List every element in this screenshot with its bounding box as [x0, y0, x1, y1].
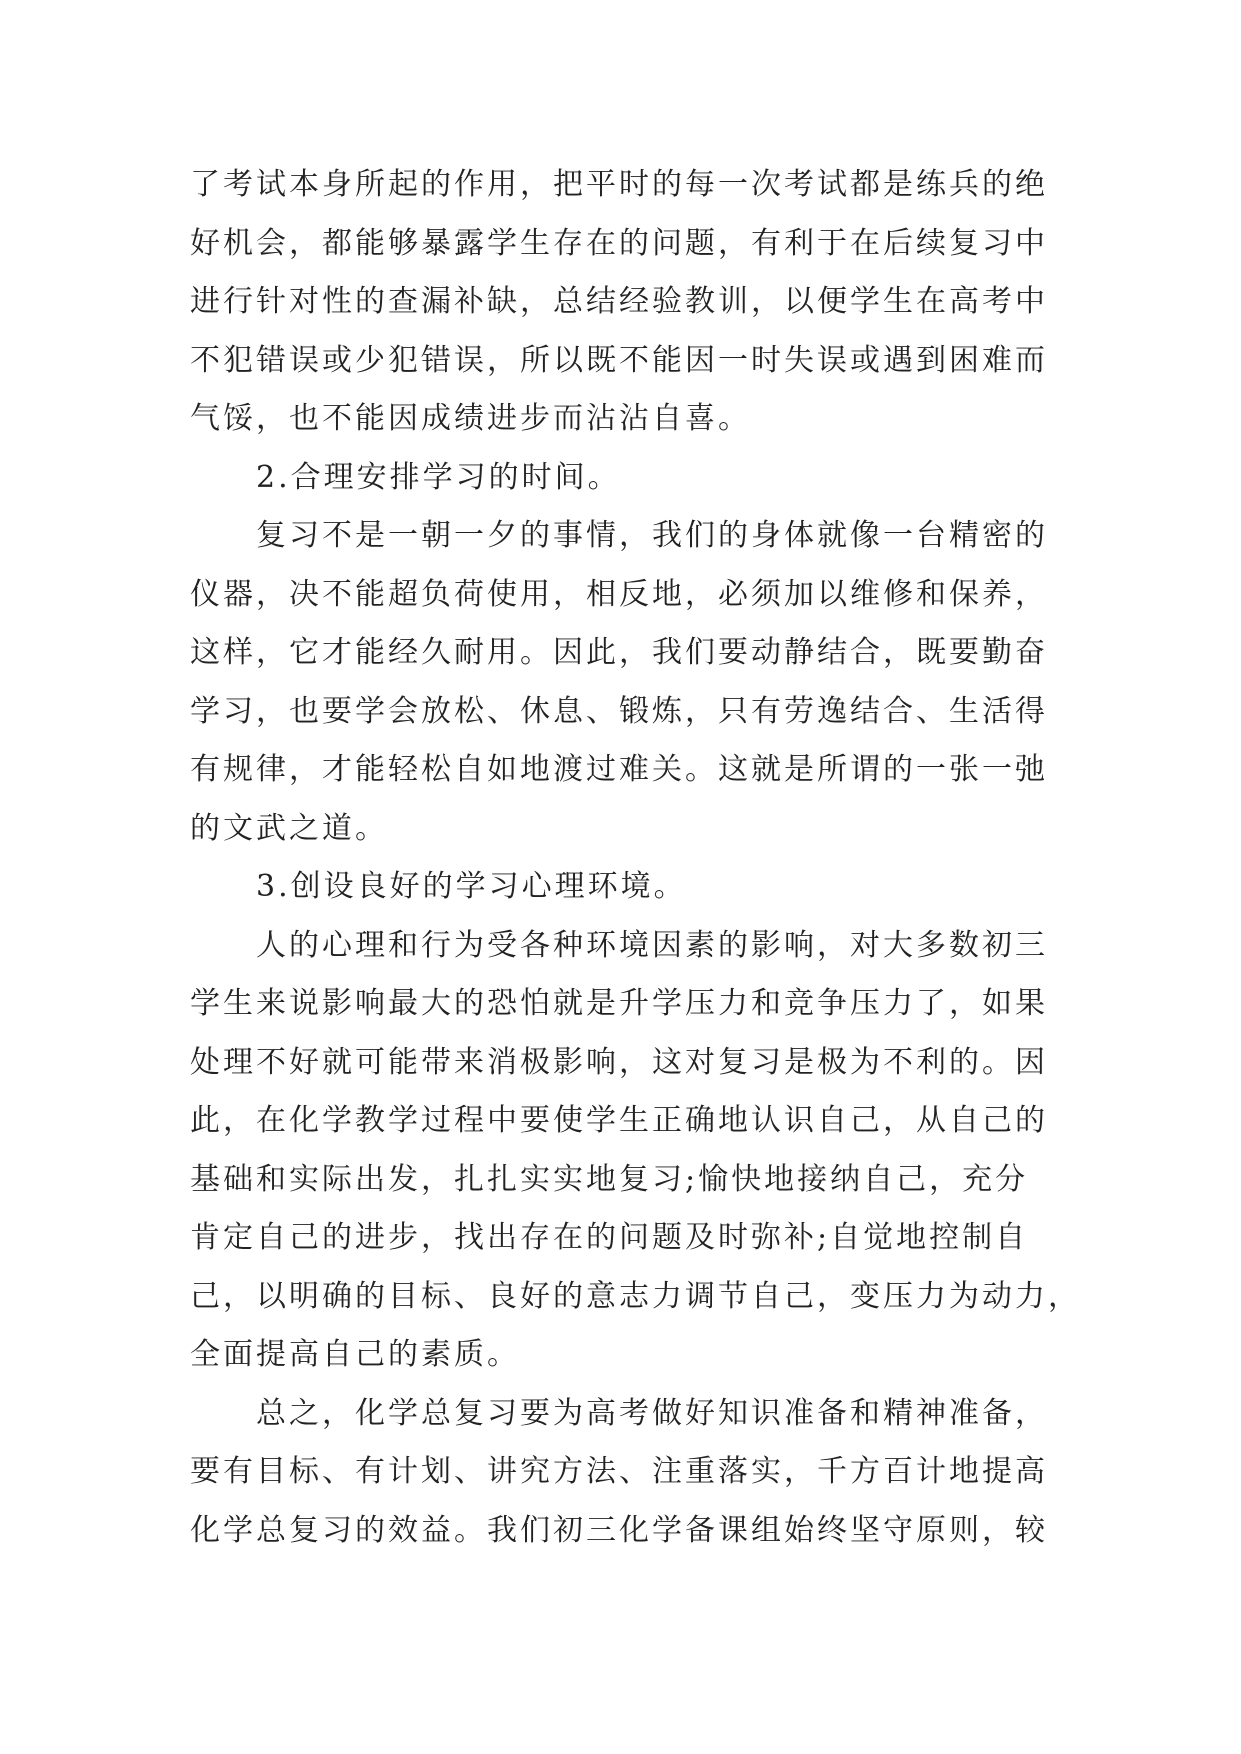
- paragraph-line: 己，以明确的目标、良好的意志力调节自己，变压力为动力，: [190, 1278, 1081, 1314]
- paragraph-line: 处理不好就可能带来消极影响，这对复习是极为不利的。因: [190, 1044, 1048, 1080]
- paragraph-line: 肯定自己的进步，找出存在的问题及时弥补;自觉地控制自: [190, 1220, 1029, 1255]
- paragraph-line: 此，在化学教学过程中要使学生正确地认识自己，从自己的: [190, 1103, 1048, 1138]
- document-body: [190, 156, 1090, 1560]
- paragraph-line: 仪器，决不能超负荷使用，相反地，必须加以维修和保养，: [190, 576, 1048, 612]
- paragraph-line: 要有目标、有计划、讲究方法、注重落实，千方百计地提高: [190, 1454, 1048, 1489]
- section-heading-2: 2.合理安排学习的时间。: [256, 459, 621, 495]
- paragraph-line: 人的心理和行为受各种环境因素的影响，对大多数初三: [256, 927, 1048, 963]
- paragraph-line: 复习不是一朝一夕的事情，我们的身体就像一台精密的: [256, 518, 1048, 553]
- paragraph-line: 的文武之道。: [190, 810, 388, 846]
- paragraph-line: 不犯错误或少犯错误，所以既不能因一时失误或遇到困难而: [190, 342, 1048, 378]
- paragraph-line: 这样，它才能经久耐用。因此，我们要动静结合，既要勤奋: [190, 635, 1048, 670]
- paragraph-line: 基础和实际出发，扎扎实实地复习;愉快地接纳自己，充分: [190, 1161, 1029, 1197]
- paragraph-line: 了考试本身所起的作用，把平时的每一次考试都是练兵的绝: [190, 167, 1048, 202]
- paragraph-line: 总之，化学总复习要为高考做好知识准备和精神准备，: [256, 1395, 1048, 1431]
- paragraph-line: 有规律，才能轻松自如地渡过难关。这就是所谓的一张一弛: [190, 752, 1048, 787]
- paragraph-line: 气馁，也不能因成绩进步而沾沾自喜。: [190, 401, 751, 436]
- paragraph-line: 好机会，都能够暴露学生存在的问题，有利于在后续复习中: [190, 225, 1048, 261]
- paragraph-line: 化学总复习的效益。我们初三化学备课组始终坚守原则，较: [190, 1512, 1048, 1548]
- paragraph-line: 学习，也要学会放松、休息、锻炼，只有劳逸结合、生活得: [190, 693, 1048, 729]
- paragraph-line: 进行针对性的查漏补缺，总结经验教训，以便学生在高考中: [190, 284, 1048, 319]
- paragraph-line: 学生来说影响最大的恐怕就是升学压力和竞争压力了，如果: [190, 986, 1048, 1021]
- section-heading-3: 3.创设良好的学习心理环境。: [256, 869, 687, 904]
- paragraph-line: 全面提高自己的素质。: [190, 1337, 520, 1372]
